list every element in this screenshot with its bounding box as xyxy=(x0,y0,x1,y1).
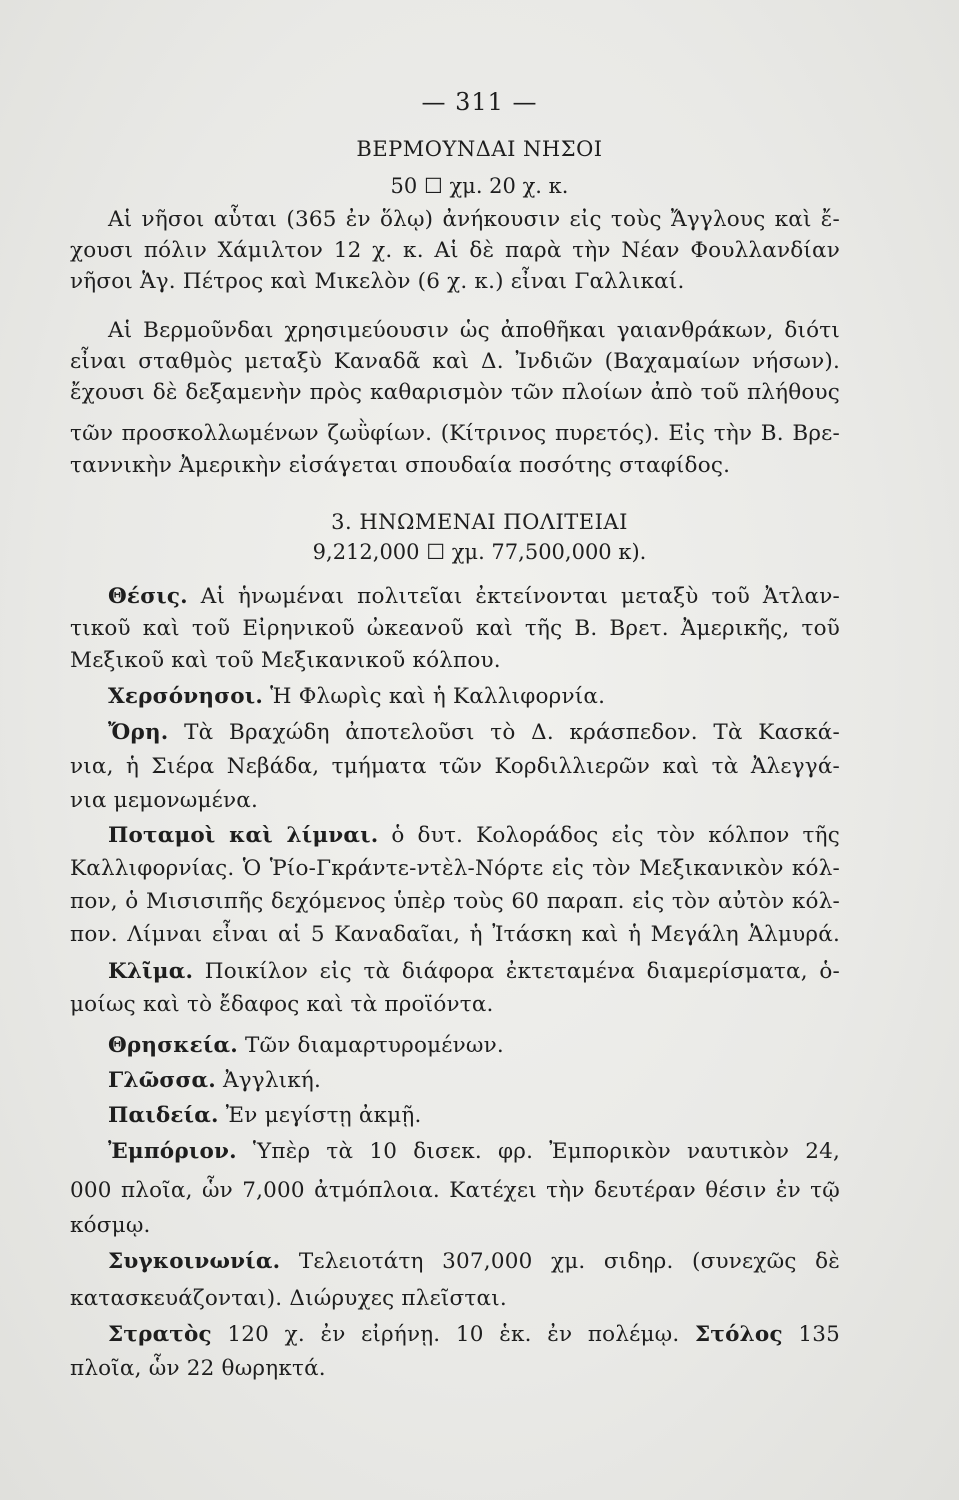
paragraph-lead: Θέσις. xyxy=(108,584,188,609)
text-line: νια μεμονωμένα. xyxy=(70,788,259,813)
area-line-bermuda: 50 ☐ χμ. 20 χ. κ. xyxy=(390,174,569,198)
text-line: νια, ἡ Σιέρα Νεβάδα, τμήματα τῶν Κορδιλλιερῶν καὶ τὰ Ἀλεγγά- xyxy=(70,754,840,779)
paragraph-commerce xyxy=(108,1137,840,1167)
paragraph-text-tail: 135 xyxy=(798,1322,840,1347)
paragraph-lead: Ὄρη. xyxy=(108,720,169,745)
paragraph-peninsulas xyxy=(108,682,840,712)
paragraph-text: Ἀγγλική. xyxy=(223,1068,322,1093)
paragraph-lead: Θρησκεία. xyxy=(108,1033,238,1058)
paragraph-text: Ποικίλον εἰς τὰ διάφορα ἐκτεταμένα διαμερίσματα, ὁ- xyxy=(204,959,840,984)
paragraph-language xyxy=(108,1066,840,1096)
text-line: Καλλιφορνίας. Ὁ Ῥίο-Γκράντε-ντὲλ-Νόρτε εἰς τὸν Μεξικανικὸν κόλ- xyxy=(70,856,840,881)
text-line: πον, ὁ Μισισιπῆς δεχόμενος ὑπὲρ τοὺς 60 παραπ. εἰς τὸν αὐτὸν κόλ- xyxy=(70,889,840,914)
paragraph-lead: Γλῶσσα. xyxy=(108,1068,216,1093)
text-line: 000 πλοῖα, ὧν 7,000 ἀτμόπλοια. Κατέχει τὴν δευτέραν θέσιν ἐν τῷ xyxy=(70,1178,840,1203)
text-line: Αἱ Βερμοῦνδαι χρησιμεύουσιν ὡς ἀποθῆκαι γαιανθράκων, διότι xyxy=(108,318,840,343)
paragraph-text: Ὑπὲρ τὰ 10 δισεκ. φρ. Ἐμπορικὸν ναυτικὸν 24, xyxy=(252,1139,840,1164)
paragraph-army-fleet xyxy=(108,1320,840,1350)
paragraph-text: 120 χ. ἐν εἰρήνῃ. 10 ἑκ. ἐν πολέμῳ. xyxy=(227,1322,680,1347)
paragraph-text: Τὰ Βραχώδη ἀποτελοῦσι τὸ Δ. κράσπεδον. Τὰ Κασκά- xyxy=(184,720,840,745)
text-line: τικοῦ καὶ τοῦ Εἰρηνικοῦ ὠκεανοῦ καὶ τῆς Β. Βρετ. Ἀμερικῆς, τοῦ xyxy=(70,616,840,641)
paragraph-text: Αἱ ἡνωμέναι πολιτεῖαι ἐκτείνονται μεταξὺ τοῦ Ἀτλαν- xyxy=(200,584,840,609)
text-line: κόσμῳ. xyxy=(70,1213,151,1238)
paragraph-text: Τελειοτάτη 307,000 χμ. σιδηρ. (συνεχῶς δὲ xyxy=(298,1249,840,1274)
paragraph-mountains xyxy=(108,718,840,748)
area-line-united-states: 9,212,000 ☐ χμ. 77,500,000 κ). xyxy=(312,540,647,564)
paragraph-climate xyxy=(108,957,840,987)
page-number: — 311 — xyxy=(421,88,538,116)
paragraph-text: Τῶν διαμαρτυρομένων. xyxy=(244,1033,504,1058)
text-line: ἔχουσι δὲ δεξαμενὴν πρὸς καθαρισμὸν τῶν πλοίων ἀπὸ τοῦ πλήθους xyxy=(70,380,840,405)
text-line: πλοῖα, ὧν 22 θωρηκτά. xyxy=(70,1356,326,1381)
paragraph-lead: Χερσόνησοι. xyxy=(108,684,264,709)
paragraph-education xyxy=(108,1101,840,1131)
text-line: τῶν προσκολλωμένων ζωῢφίων. (Κίτρινος πυρετός). Εἰς τὴν Β. Βρε- xyxy=(70,421,840,446)
text-line: Μεξικοῦ καὶ τοῦ Μεξικανικοῦ κόλπου. xyxy=(70,648,501,673)
paragraph-lead: Ἐμπόριον. xyxy=(108,1139,237,1164)
paragraph-lead: Παιδεία. xyxy=(108,1103,219,1128)
paragraph-lead: Συγκοινωνία. xyxy=(108,1249,281,1274)
paragraph-lead: Στρατὸς xyxy=(108,1322,212,1347)
text-line: Αἱ νῆσοι αὗται (365 ἐν ὅλῳ) ἀνήκουσιν εἰς τοὺς Ἄγγλους καὶ ἔ- xyxy=(108,207,840,232)
text-line: χουσι πόλιν Χάμιλτον 12 χ. κ. Αἱ δὲ παρὰ τὴν Νέαν Φουλλανδίαν xyxy=(70,238,840,263)
text-line: μοίως καὶ τὸ ἔδαφος καὶ τὰ προϊόντα. xyxy=(70,992,494,1017)
paragraph-text: Ἐν μεγίστῃ ἀκμῇ. xyxy=(225,1103,422,1128)
paragraph-thesis xyxy=(108,582,840,612)
paragraph-lead: Κλῖμα. xyxy=(108,959,194,984)
paragraph-text: ὁ δυτ. Κολοράδος εἰς τὸν κόλπον τῆς xyxy=(391,823,840,848)
section-title-bermuda: ΒΕΡΜΟΥΝΔΑΙ ΝΗΣΟΙ xyxy=(356,137,603,161)
paragraph-text: Ἡ Φλωρὶς καὶ ἡ Καλλιφορνία. xyxy=(270,684,606,709)
text-line: πον. Λίμναι εἶναι αἱ 5 Καναδαῖαι, ἡ Ἰτάσκη καὶ ἡ Μεγάλη Ἁλμυρά. xyxy=(70,922,840,947)
text-line: νῆσοι Ἁγ. Πέτρος καὶ Μικελὸν (6 χ. κ.) εἶναι Γαλλικαί. xyxy=(70,269,685,294)
text-line: κατασκευάζονται). Διώρυχες πλεῖσται. xyxy=(70,1286,507,1311)
paragraph-religion xyxy=(108,1031,840,1061)
text-line: εἶναι σταθμὸς μεταξὺ Καναδᾶ καὶ Δ. Ἰνδιῶν (Βαχαμαίων νήσων). xyxy=(70,349,840,374)
paragraph-lead: Ποταμοὶ καὶ λίμναι. xyxy=(108,823,379,848)
paragraph-rivers-lakes xyxy=(108,821,840,851)
paragraph-lead-secondary: Στόλος xyxy=(695,1322,783,1347)
paragraph-communication xyxy=(108,1247,840,1277)
section-title-united-states: 3. ΗΝΩΜΕΝΑΙ ΠΟΛΙΤΕΙΑΙ xyxy=(331,510,628,534)
text-line: ταννικὴν Ἀμερικὴν εἰσάγεται σπουδαία ποσότης σταφίδος. xyxy=(70,453,731,478)
